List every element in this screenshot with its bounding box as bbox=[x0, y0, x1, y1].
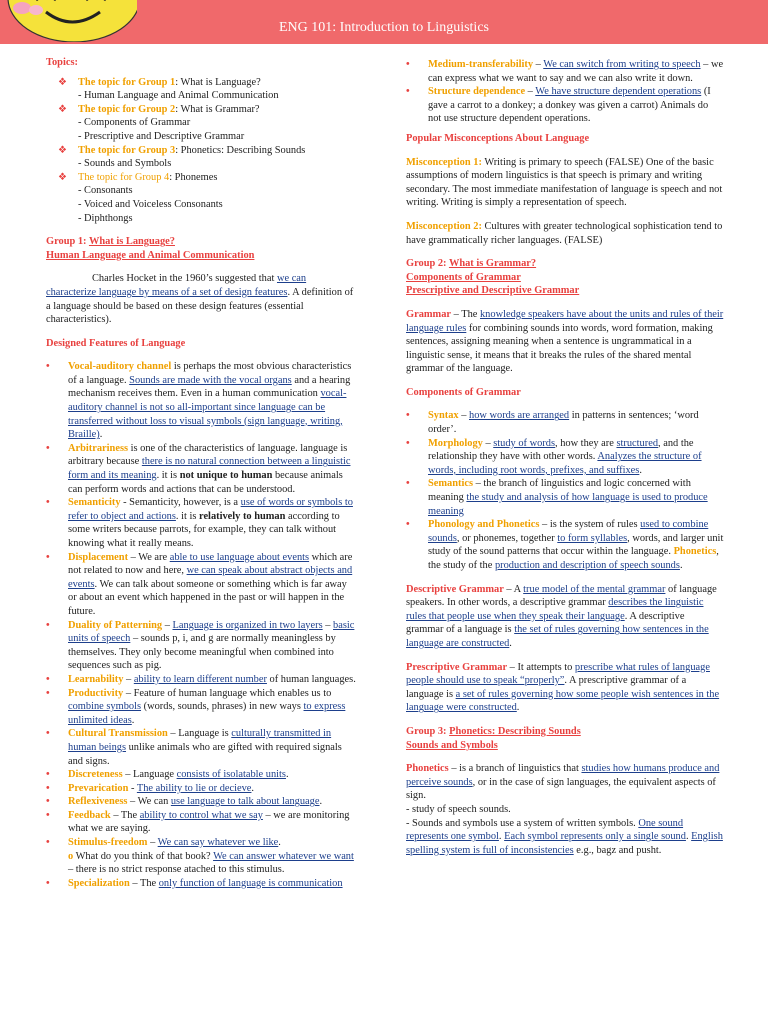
group1-heading: Group 1: What is Language? bbox=[46, 236, 175, 248]
feature-item: • Learnability – ability to learn different number of human languages. bbox=[46, 673, 356, 685]
components-heading: Components of Grammar bbox=[406, 386, 521, 398]
misconception-1: Misconception 1: Writing is primary to speech (FALSE) One of the basic assumptions of modern linguistics is that speech is primary and writing secondary. The most immediate manifestation of language is speech and not writing. Writing is simply a representation of speech. bbox=[406, 156, 723, 209]
bullet-icon: • bbox=[46, 877, 50, 889]
page-header bbox=[0, 0, 768, 44]
bullet-icon: • bbox=[406, 478, 410, 490]
topic-item: ❖ The topic for Group 3: Phonetics: Describing Sounds - Sounds and Symbols bbox=[58, 144, 306, 170]
feature-item: • Structure dependence – We have structure dependent operations (I gave a carrot to a donkey; a donkey was given a carrot) Animals do not use structure dependent operations. bbox=[406, 86, 711, 125]
phonetics-line3: - Sounds and symbols use a system of written symbols. One sound represents one symbol. Each symbol represents only a single sound. English spelling system is full of inconsistencies e.g., bagz and pusht. bbox=[406, 817, 723, 856]
group1-intro: Charles Hocket in the 1960’s suggested that we can characterize language by means of a set of design features. A definition of a language should be based on these design features (essential characteristics). bbox=[46, 273, 354, 326]
component-item: • Phonology and Phonetics – is the system of rules used to combine sounds, or phonemes, together to form syllables, words, and larger unit study of the sound patterns that occur within the language. Phonetics, the study of the production and description of speech sounds. bbox=[406, 519, 724, 571]
feature-item: • Cultural Transmission – Language is culturally transmitted in human beings unlike animals who are gifted with required signals and signs. bbox=[46, 728, 342, 767]
diamond-bullet-icon: ❖ bbox=[58, 144, 67, 156]
group3-heading: Group 3: Phonetics: Describing Sounds bbox=[406, 725, 581, 737]
feature-item: • Productivity – Feature of human language which enables us to combine symbols (words, sounds, phrases) in new ways to express unlimited ideas. bbox=[46, 687, 346, 726]
page-title: ENG 101: Introduction to Linguistics bbox=[279, 20, 489, 35]
bullet-icon: • bbox=[46, 551, 50, 563]
bullet-icon: • bbox=[46, 497, 50, 509]
feature-item: • Reflexiveness – We can use language to talk about language. bbox=[46, 796, 323, 808]
feature-item: • Stimulus-freedom – We can say whatever we like. o What do you think of that book? We can answer whatever we want – there is no strict response atached to this stimulus. bbox=[46, 837, 354, 876]
descriptive-grammar: Descriptive Grammar – A true model of the mental grammar of language speakers. In other words, a descriptive grammar describes the linguistic rules that people use when they speak their language. A descriptive grammar of a language is the set of rules governing how sentences in the language are constructed. bbox=[406, 583, 717, 649]
group2-sub2: Prescriptive and Descriptive Grammar bbox=[406, 285, 580, 297]
bullet-icon: • bbox=[46, 728, 50, 740]
topic-item: ❖ The topic for Group 4: Phonemes - Consonants - Voiced and Voiceless Consonants - Diphthongs bbox=[58, 171, 223, 224]
bullet-icon: • bbox=[406, 519, 410, 531]
feature-item: • Arbitrariness is one of the characteristics of language. language is arbitrary because there is no natural connection between a linguistic form and its meaning. it is not unique to human because animals can perform words and actions that can be understood. bbox=[46, 442, 351, 495]
diamond-bullet-icon: ❖ bbox=[58, 76, 67, 88]
features-list bbox=[46, 360, 356, 890]
grammar-definition: Grammar – The knowledge speakers have about the units and rules of their language rules for combining sounds into words, word formation, making sentences, assigning meaning when a sentence is ungrammatical in a linguistic sense, it means that it breaks the rules of the shared mental grammar of the language. bbox=[406, 308, 724, 375]
feature-item: • Discreteness – Language consists of isolatable units. bbox=[46, 769, 289, 781]
topic-item: ❖ The topic for Group 2: What is Grammar? - Components of Grammar - Prescriptive and Descriptive Grammar bbox=[58, 103, 260, 142]
phonetics-line2: - study of speech sounds. bbox=[406, 803, 511, 815]
left-column bbox=[46, 56, 356, 890]
group1-subtitle: Human Language and Animal Communication bbox=[46, 249, 255, 261]
bullet-icon: • bbox=[406, 410, 410, 422]
bullet-icon: • bbox=[46, 809, 50, 821]
bullet-icon: • bbox=[406, 86, 410, 98]
bullet-icon: • bbox=[46, 619, 50, 631]
features-heading: Designed Features of Language bbox=[46, 337, 186, 349]
topic-item: ❖ The topic for Group 1: What is Language? - Human Language and Animal Communication bbox=[58, 76, 279, 102]
bullet-icon: • bbox=[46, 837, 50, 849]
bullet-icon: • bbox=[46, 673, 50, 685]
group2-sub1: Components of Grammar bbox=[406, 271, 521, 283]
right-column bbox=[406, 58, 724, 857]
feature-item: • Semanticity - Semanticity, however, is a use of words or symbols to refer to object and actions. it is relatively to human according to some writers because parrots, for example, they can talk without knowing what it really means. bbox=[46, 497, 353, 549]
bullet-icon: • bbox=[46, 687, 50, 699]
bullet-icon: • bbox=[46, 782, 50, 794]
topics-heading: Topics: bbox=[46, 57, 78, 68]
feature-item: • Prevarication - The ability to lie or decieve. bbox=[46, 782, 255, 794]
diamond-bullet-icon: ❖ bbox=[58, 171, 67, 183]
bullet-icon: • bbox=[406, 437, 410, 449]
bullet-icon: • bbox=[46, 361, 50, 373]
misconceptions-heading: Popular Misconceptions About Language bbox=[406, 132, 590, 144]
feature-item: • Medium-transferability – We can switch from writing to speech – we can express what we want to say and we can also write it down. bbox=[406, 59, 724, 84]
diamond-bullet-icon: ❖ bbox=[58, 103, 67, 115]
bullet-icon: • bbox=[46, 796, 50, 808]
feature-item: • Vocal-auditory channel is perhaps the most obvious characteristics of a language. Sounds are made with the vocal organs and a hearing mechanism receives them. Even in a human communication vocal-auditory channel is not so all-important since language can be transferred without loss to visual symbols (sign language, writing, Braille). bbox=[46, 361, 352, 441]
component-item: • Syntax – how words are arranged in patterns in sentences; ‘word order’. bbox=[406, 410, 699, 436]
bullet-icon: • bbox=[406, 59, 410, 70]
group2-heading: Group 2: What is Grammar? bbox=[406, 258, 537, 270]
group3-sub1: Sounds and Symbols bbox=[406, 739, 498, 751]
bullet-icon: • bbox=[46, 769, 50, 781]
prescriptive-grammar: Prescriptive Grammar – It attempts to prescribe what rules of language people should use to speak “properly”. A prescriptive grammar of a language is a set of rules governing how some people wish sentences in the language were constructed. bbox=[406, 661, 720, 714]
feature-item: • Displacement – We are able to use language about events which are not related to now and here, we can speak about abstract objects and events. We can talk about someone or something which is far away or about an event which happened in the past or will happen in the future. bbox=[46, 551, 353, 617]
phonetics-definition: Phonetics – is a branch of linguistics that studies how humans produce and perceive sounds, or in the case of sign languages, the equivalent aspects of sign. bbox=[406, 763, 720, 802]
features-list-continued bbox=[406, 58, 724, 126]
feature-item: • Duality of Patterning – Language is organized in two layers – basic units of speech – sounds p, i, and g are normally meaningless by themselves. They only become meaningful when combined into sequences such as pig. bbox=[46, 619, 355, 672]
components-list bbox=[406, 409, 724, 572]
topics-list bbox=[46, 76, 356, 226]
misconception-2: Misconception 2: Cultures with greater technological sophistication tend to have grammatically richer languages. (FALSE) bbox=[406, 220, 723, 246]
feature-item: • Feedback – The ability to control what we say – we are monitoring what we are saying. bbox=[46, 809, 350, 835]
bullet-icon: • bbox=[46, 442, 50, 454]
feature-item: • Specialization – The only function of language is communication bbox=[46, 877, 343, 889]
component-item: • Morphology – study of words, how they are structured, and the relationship they have with other words. Analyzes the structure of words, including root words, prefixes, and suffixes. bbox=[406, 437, 702, 476]
component-item: • Semantics – the branch of linguistics and logic concerned with meaning the study and analysis of how language is used to produce meaning bbox=[406, 478, 708, 517]
